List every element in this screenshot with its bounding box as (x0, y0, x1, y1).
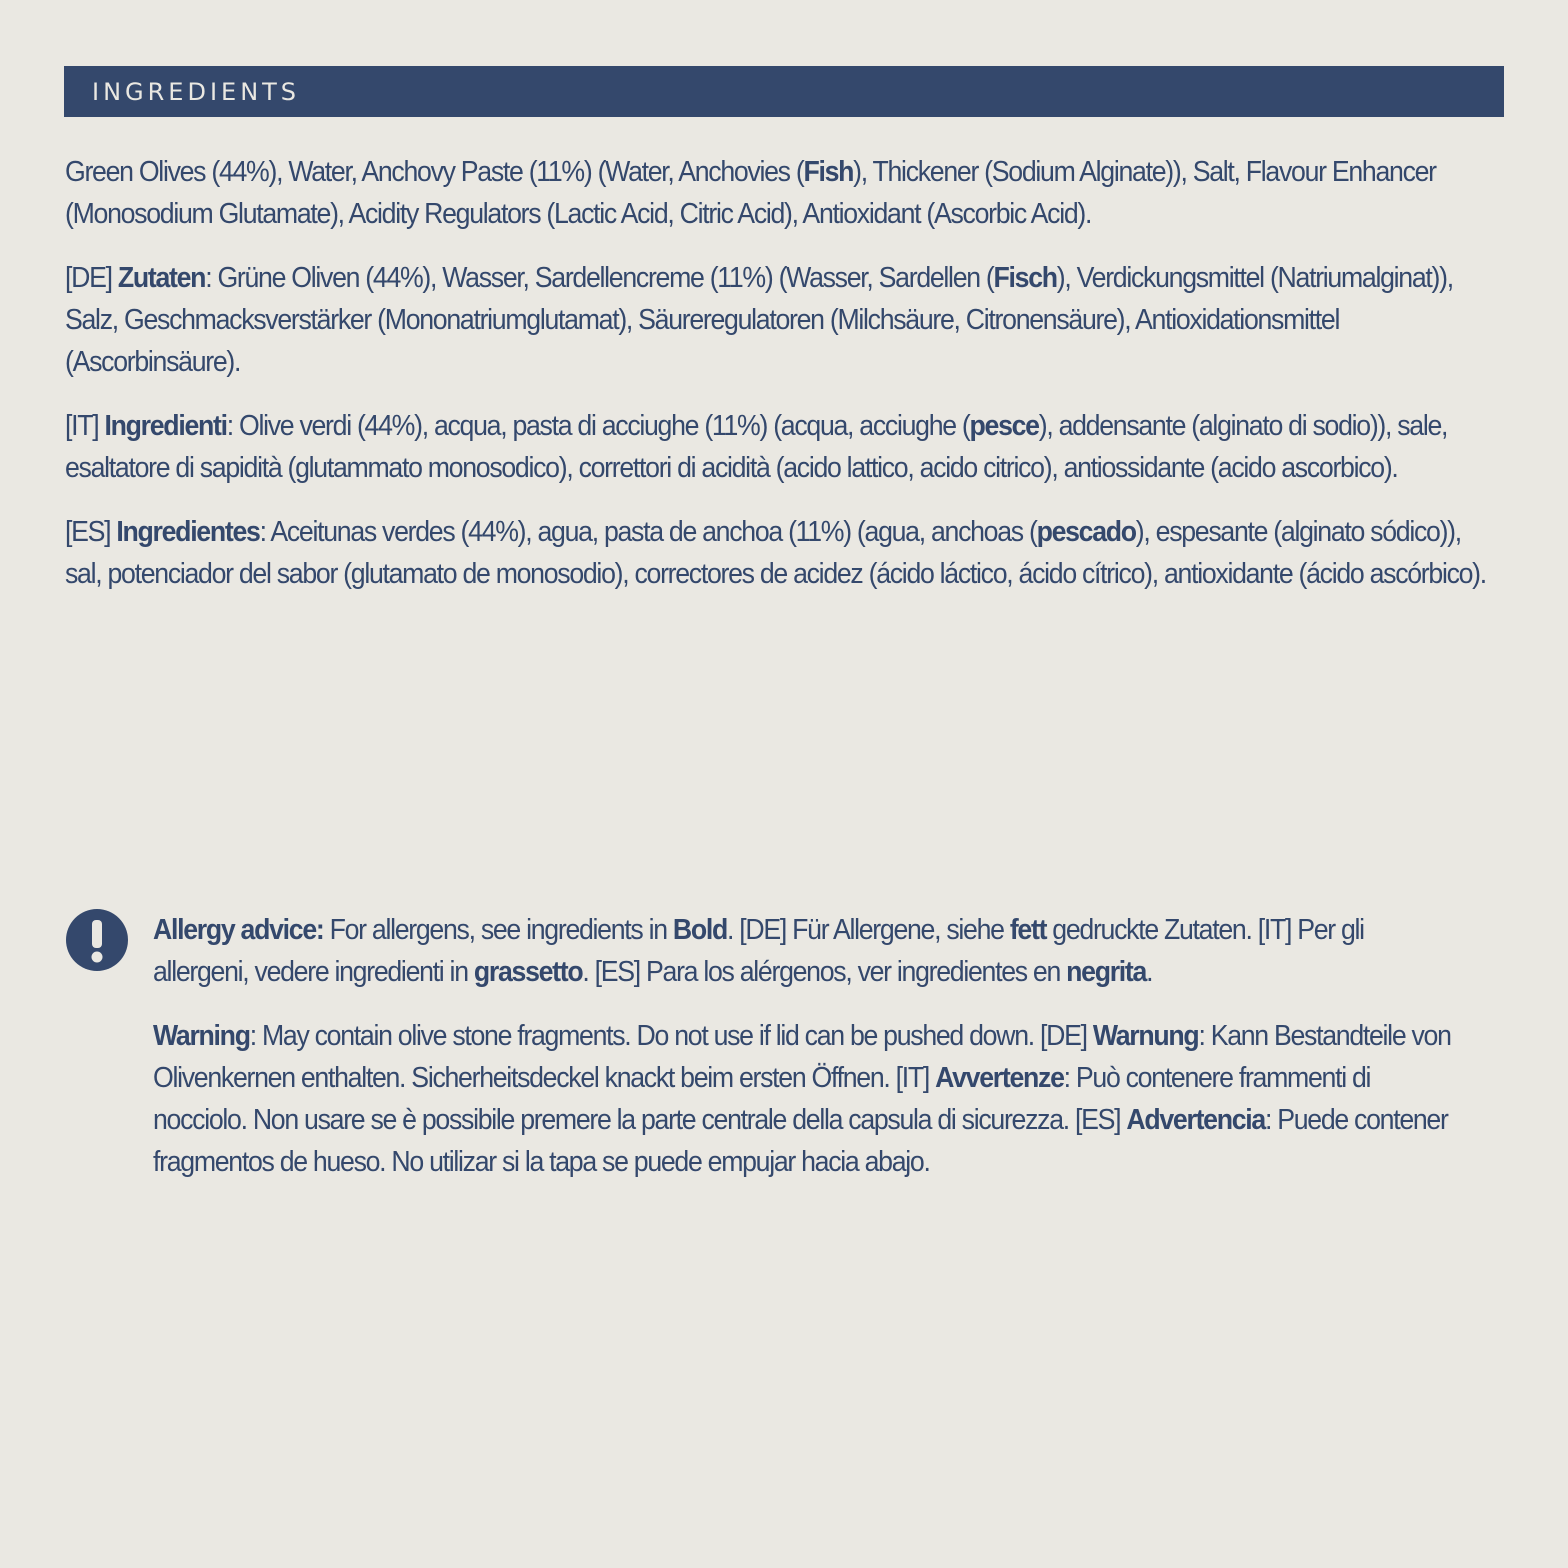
warning-label: Avvertenze (935, 1062, 1064, 1094)
bold-word: negrita (1066, 956, 1147, 988)
text-segment: . [ES] Para los alérgenos, ver ingredientes en (582, 956, 1067, 988)
text-segment: For allergens, see ingredients in (323, 914, 673, 946)
ingredients-label: Zutaten (117, 262, 206, 294)
bold-word: grassetto (473, 956, 583, 988)
text-segment: gedruckte Zutaten. [IT] Per gli allergeni, vedere ingredienti in (153, 914, 1364, 988)
exclamation-icon (66, 909, 128, 971)
warning-label: Warning (153, 1020, 250, 1052)
language-prefix: [DE] (65, 262, 118, 294)
allergy-advice (153, 909, 1459, 993)
text-segment: : Olive verdi (44%), acqua, pasta di acciughe (11%) (acqua, acciughe ( (226, 410, 970, 442)
text-segment: ), Thickener (Sodium Alginate)), Salt, Flavour Enhancer (Monosodium Glutamate), Acidity Regulators (Lactic Acid, Citric Acid), Antioxidant (Ascorbic Acid). (65, 156, 1436, 230)
ingredients-header-bar (64, 66, 1504, 117)
text-segment: . [DE] Für Allergene, siehe (727, 914, 1010, 946)
ingredients-label: Ingredientes (116, 516, 260, 548)
language-prefix: [IT] (65, 410, 105, 442)
text-segment: ), espesante (alginato sódico)), sal, potenciador del sabor (glutamato de monosodio), correctores de acidez (ácido láctico, ácido cítrico), antioxidante (ácido ascórbico). (65, 516, 1486, 590)
text-segment: : Grüne Oliven (44%), Wasser, Sardellencreme (11%) (Wasser, Sardellen ( (205, 262, 994, 294)
warning-label: Warnung (1092, 1020, 1199, 1052)
bold-word: fett (1009, 914, 1047, 946)
allergy-advice-label: Allergy advice: (153, 914, 324, 946)
ingredients-spanish (65, 511, 1500, 595)
language-prefix: [ES] (65, 516, 117, 548)
text-segment: ), Verdickungsmittel (Natriumalginat)), Salz, Geschmacksverstärker (Mononatriumglutamat), Säureregulatoren (Milchsäure, Citronensäure), Antioxidationsmittel (Ascorbinsäure). (65, 262, 1453, 378)
text-segment: : Puede contener fragmentos de hueso. No utilizar si la tapa se puede empujar hacia abajo. (153, 1104, 1448, 1178)
text-segment: : Kann Bestandteile von Olivenkernen enthalten. Sicherheitsdeckel knackt beim ersten Öffnen. [IT] (153, 1020, 1451, 1094)
bold-word: Bold (672, 914, 728, 946)
allergen-bold: pesce (969, 410, 1039, 442)
ingredients-section (65, 151, 1505, 617)
text-segment: : May contain olive stone fragments. Do not use if lid can be pushed down. [DE] (249, 1020, 1093, 1052)
warning-text (153, 1015, 1459, 1183)
text-segment: ), addensante (alginato di sodio)), sale, esaltatore di sapidità (glutammato monosodico), correttori di acidità (acido lattico, acido citrico), antiossidante (acido ascorbico). (65, 410, 1448, 484)
ingredients-english (65, 151, 1500, 235)
allergen-bold: Fish (803, 156, 854, 188)
text-segment: : Può contenere frammenti di nocciolo. Non usare se è possibile premere la parte centrale della capsula di sicurezza. [ES] (153, 1062, 1371, 1136)
advice-text (153, 909, 1453, 1205)
allergen-bold: pescado (1036, 516, 1136, 548)
text-segment: . (1146, 956, 1153, 988)
allergen-bold: Fisch (993, 262, 1057, 294)
ingredients-italian (65, 405, 1500, 489)
text-segment: : Aceitunas verdes (44%), agua, pasta de anchoa (11%) (agua, anchoas ( (259, 516, 1037, 548)
text-segment: Green Olives (44%), Water, Anchovy Paste (11%) (Water, Anchovies ( (65, 156, 804, 188)
warning-label: Advertencia (1126, 1104, 1265, 1136)
ingredients-header-title: INGREDIENTS (92, 77, 301, 106)
ingredients-german (65, 257, 1500, 383)
ingredients-label: Ingredienti (104, 410, 227, 442)
